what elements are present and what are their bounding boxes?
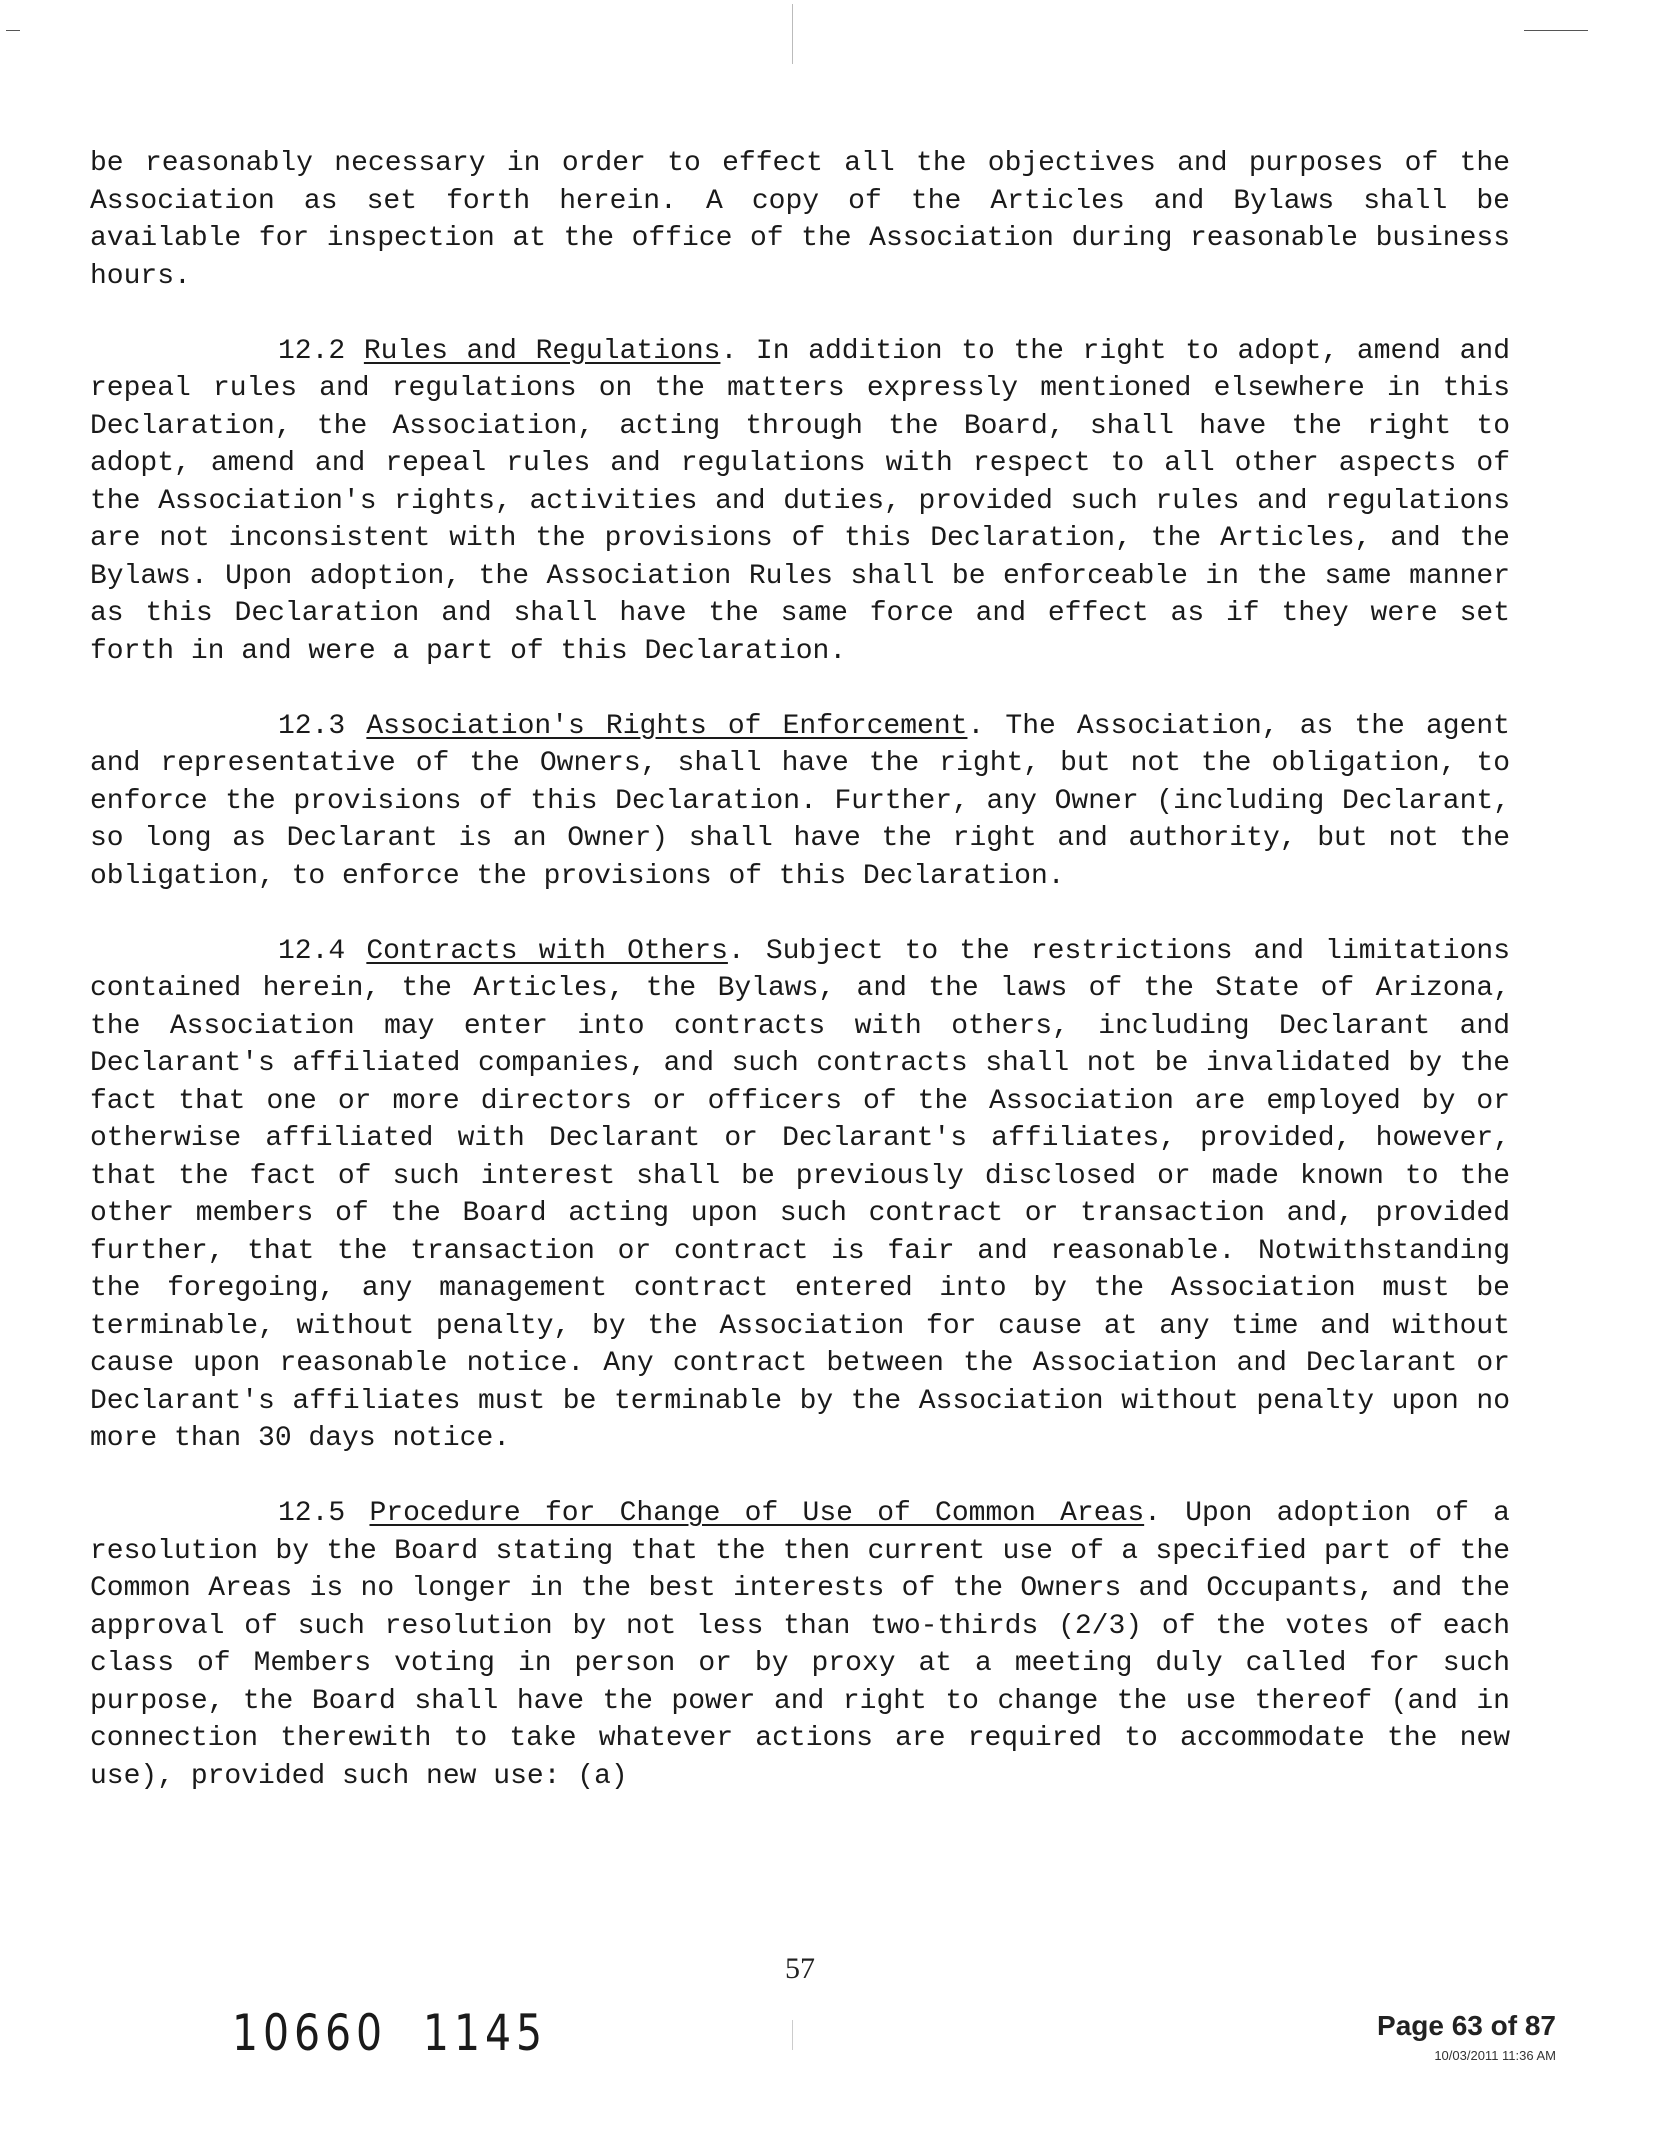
body-text xyxy=(90,145,1510,1795)
page-count: Page 63 of 87 xyxy=(1377,2010,1556,2041)
section-number: 12.4 xyxy=(278,935,346,967)
section-12-3 xyxy=(90,708,1510,896)
section-number: 12.5 xyxy=(278,1498,346,1529)
section-12-5 xyxy=(90,1495,1510,1795)
scan-mark-top-left xyxy=(6,30,20,31)
section-number: 12.3 xyxy=(278,710,346,742)
section-text: . In addition to the right to adopt, amend and repeal rules and regulations on the matters expressly mentioned elsewhere in this Declaration, the Association, acting through the Board, shall have the right to adopt, amend and repeal rules and regulations with respect to all other aspects of the Association's rights, activities and duties, provided such rules and regulations are not inconsistent with the provisions of this Declaration, the Articles, and the Bylaws. Upon adoption, the Association Rules shall be enforceable in the same manner as this Declaration and shall have the same force and effect as if they were set forth in and were a part of this Declaration. xyxy=(90,335,1510,667)
book-page-stamp: 10660 1145 xyxy=(232,2004,547,2062)
section-heading: Contracts with Others xyxy=(366,935,728,967)
page-number: 57 xyxy=(785,1952,815,1985)
section-12-4 xyxy=(90,933,1510,1458)
section-heading: Procedure for Change of Use of Common Areas xyxy=(369,1498,1145,1529)
section-12-2 xyxy=(90,333,1510,671)
section-text: . Upon adoption of a resolution by the Board stating that the then current use of a specified part of the Common Areas is no longer in the best interests of the Owners and Occupants, and the approval of such resolution by not less than two-thirds (2/3) of the votes of each class of Members voting in person or by proxy at a meeting duly called for such purpose, the Board shall have the power and right to change the use thereof (and in connection therewith to take whatever actions are required to accommodate the new use), provided such new use: (a) xyxy=(90,1498,1510,1792)
section-heading: Rules and Regulations xyxy=(363,335,721,367)
section-heading: Association's Rights of Enforcement xyxy=(366,710,968,742)
scan-mark-bottom-center xyxy=(792,2020,793,2050)
paragraph-text: be reasonably necessary in order to effect all the objectives and purposes of the Association as set forth herein. A copy of the Articles and Bylaws shall be available for inspection at the office of the Association during reasonable business hours. xyxy=(90,148,1510,292)
scan-mark-top-center xyxy=(792,4,793,64)
section-text: . The Association, as the agent and representative of the Owners, shall have the right, but not the obligation, to enforce the provisions of this Declaration. Further, any Owner (including Declarant, so long as Declarant is an Owner) shall have the right and authority, but not the obligation, to enforce the provisions of this Declaration. xyxy=(90,710,1510,892)
print-timestamp: 10/03/2011 11:36 AM xyxy=(1434,2048,1556,2063)
section-number: 12.2 xyxy=(278,335,346,367)
paragraph-continued xyxy=(90,145,1510,295)
section-text: . Subject to the restrictions and limitations contained herein, the Articles, the Bylaws, and the laws of the State of Arizona, the Association may enter into contracts with others, including Declarant and Declarant's affiliated companies, and such contracts shall not be invalidated by the fact that one or more directors or officers of the Association are employed by or otherwise affiliated with Declarant or Declarant's affiliates, provided, however, that the fact of such interest shall be previously disclosed or made known to the other members of the Board acting upon such contract or transaction and, provided further, that the transaction or contract is fair and reasonable. Notwithstanding the foregoing, any management contract entered into by the Association must be terminable, without penalty, by the Association for cause at any time and without cause upon reasonable notice. Any contract between the Association and Declarant or Declarant's affiliates must be terminable by the Association without penalty upon no more than 30 days notice. xyxy=(90,935,1511,1454)
scan-mark-top-right xyxy=(1524,30,1588,31)
